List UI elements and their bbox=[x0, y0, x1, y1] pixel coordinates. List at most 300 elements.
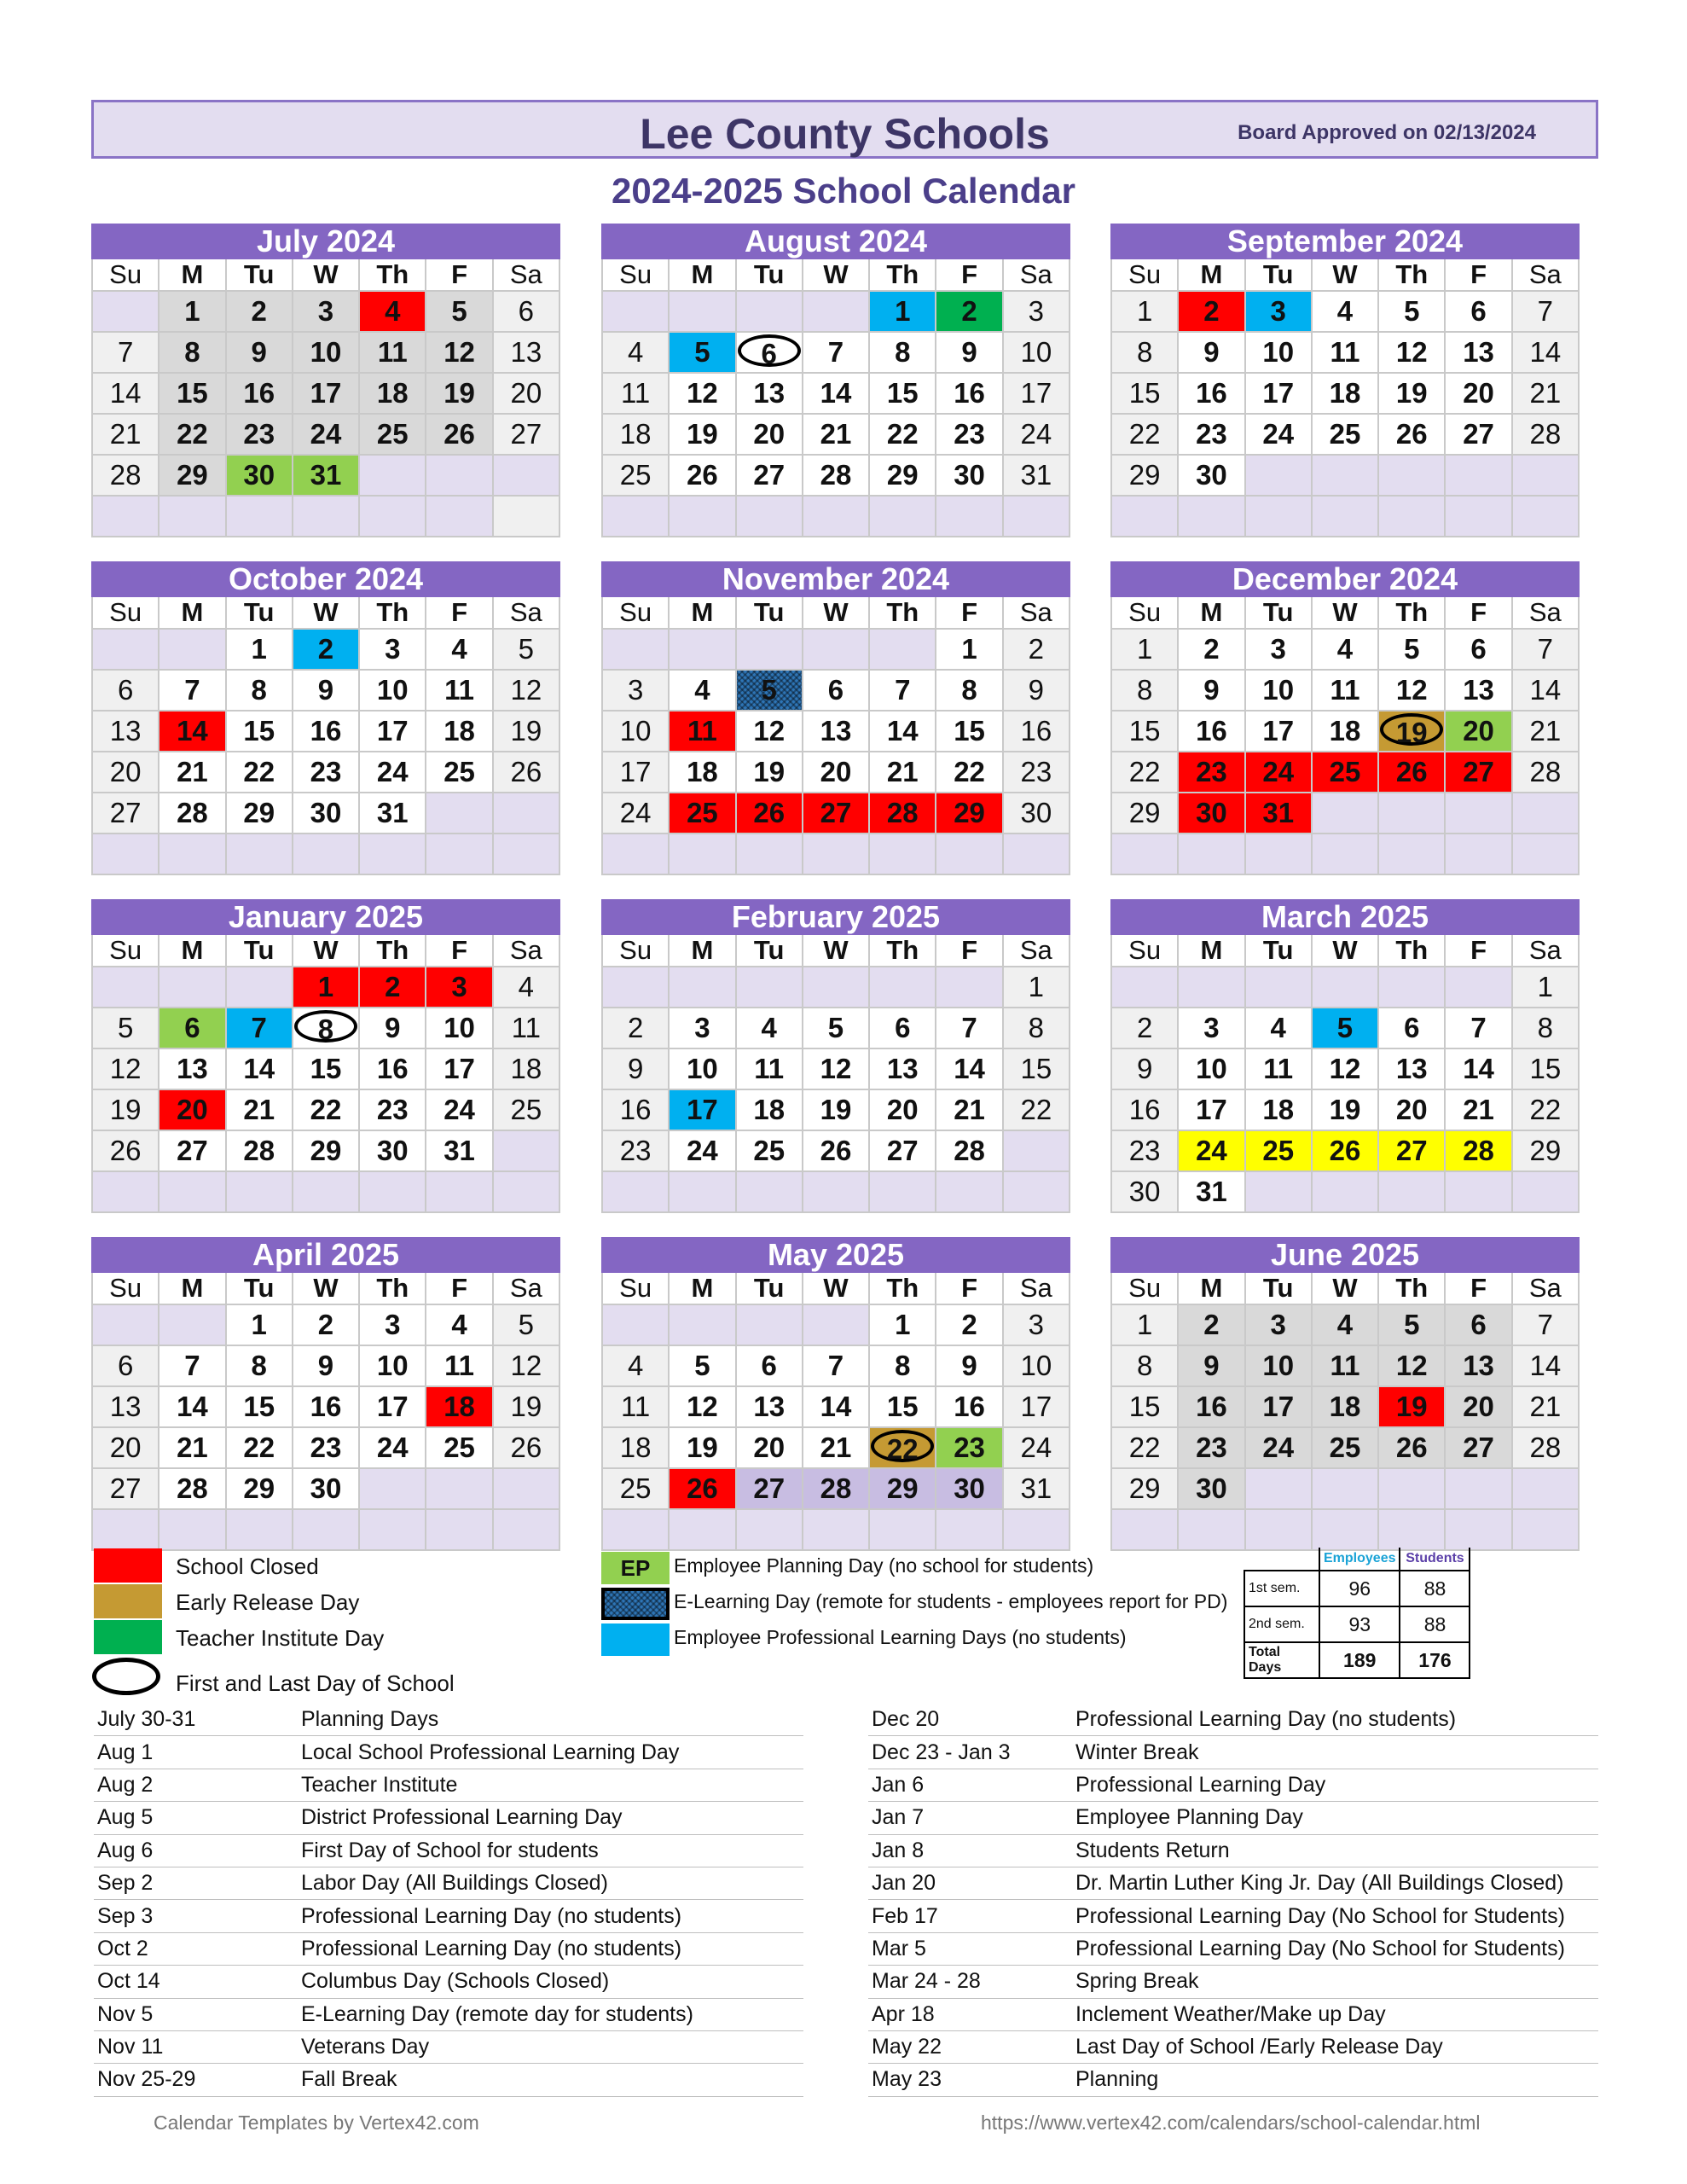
day-cell: 26 bbox=[669, 455, 735, 496]
day-cell: 29 bbox=[936, 793, 1002, 834]
event-row bbox=[94, 1867, 803, 1899]
title-banner bbox=[91, 100, 1598, 159]
day-cell: 21 bbox=[1512, 1386, 1579, 1427]
day-cell: 17 bbox=[1003, 1386, 1070, 1427]
empty-cell bbox=[803, 291, 869, 332]
empty-cell bbox=[602, 1171, 669, 1212]
month-title: February 2025 bbox=[601, 899, 1070, 935]
day-cell: 1 bbox=[293, 967, 359, 1008]
day-header: M bbox=[159, 597, 225, 629]
event-description: Professional Learning Day (no students) bbox=[298, 1932, 803, 1965]
day-cell: 14 bbox=[803, 1386, 869, 1427]
day-cell: 16 bbox=[293, 711, 359, 752]
empty-cell bbox=[159, 496, 225, 537]
event-row bbox=[868, 1932, 1598, 1965]
empty-cell bbox=[936, 967, 1002, 1008]
day-cell: 7 bbox=[159, 1345, 225, 1386]
day-header: Th bbox=[869, 259, 936, 291]
day-cell: 13 bbox=[493, 332, 559, 373]
day-cell: 16 bbox=[359, 1048, 426, 1089]
day-cell: 8 bbox=[1111, 1345, 1178, 1386]
day-cell: 29 bbox=[869, 455, 936, 496]
day-cell: 24 bbox=[1003, 1427, 1070, 1468]
day-cell: 17 bbox=[669, 1089, 735, 1130]
empty-cell bbox=[1178, 496, 1244, 537]
day-cell: 6 bbox=[493, 291, 559, 332]
day-cell: 25 bbox=[426, 752, 492, 793]
day-cell: 20 bbox=[92, 752, 159, 793]
empty-cell bbox=[1445, 455, 1511, 496]
day-cell: 26 bbox=[736, 793, 803, 834]
total-employees: 189 bbox=[1319, 1642, 1400, 1678]
day-cell: 18 bbox=[426, 1386, 492, 1427]
empty-cell bbox=[1512, 1468, 1579, 1509]
event-description: Professional Learning Day (No School for Students) bbox=[1072, 1932, 1598, 1965]
day-header: Su bbox=[1111, 935, 1178, 967]
day-cell: 15 bbox=[1111, 373, 1178, 414]
day-header: W bbox=[803, 597, 869, 629]
day-cell: 18 bbox=[1245, 1089, 1312, 1130]
empty-cell bbox=[602, 291, 669, 332]
empty-cell bbox=[1378, 1468, 1445, 1509]
empty-cell bbox=[1312, 496, 1378, 537]
day-cell: 1 bbox=[936, 629, 1002, 670]
empty-cell bbox=[869, 834, 936, 874]
day-cell: 10 bbox=[669, 1048, 735, 1089]
day-cell: 4 bbox=[602, 1345, 669, 1386]
day-cell: 22 bbox=[226, 1427, 293, 1468]
day-cell: 19 bbox=[669, 1427, 735, 1468]
legend-prof: Employee Professional Learning Days (no students) bbox=[674, 1626, 1127, 1648]
day-cell: 4 bbox=[602, 332, 669, 373]
day-cell: 18 bbox=[1312, 1386, 1378, 1427]
day-header: Sa bbox=[1003, 935, 1070, 967]
closed-swatch bbox=[94, 1548, 162, 1583]
day-cell: 27 bbox=[736, 455, 803, 496]
day-cell: 29 bbox=[293, 1130, 359, 1171]
event-date: Sep 3 bbox=[94, 1900, 298, 1932]
day-cell: 19 bbox=[803, 1089, 869, 1130]
day-cell: 1 bbox=[869, 291, 936, 332]
empty-cell bbox=[426, 793, 492, 834]
day-header: Sa bbox=[493, 597, 559, 629]
day-cell: 3 bbox=[1003, 1304, 1070, 1345]
day-header: W bbox=[803, 259, 869, 291]
day-cell: 28 bbox=[92, 455, 159, 496]
day-cell: 16 bbox=[602, 1089, 669, 1130]
event-row bbox=[868, 1834, 1598, 1867]
empty-cell bbox=[359, 1468, 426, 1509]
empty-cell bbox=[92, 1171, 159, 1212]
day-cell: 31 bbox=[1003, 455, 1070, 496]
prof-swatch bbox=[601, 1623, 670, 1656]
events-right bbox=[868, 1704, 1598, 2097]
day-cell: 4 bbox=[359, 291, 426, 332]
day-cell: 20 bbox=[1445, 1386, 1511, 1427]
day-header: Th bbox=[869, 935, 936, 967]
sem2-employees: 93 bbox=[1319, 1606, 1400, 1642]
day-cell: 10 bbox=[1178, 1048, 1244, 1089]
empty-cell bbox=[493, 1509, 559, 1550]
event-row bbox=[94, 1834, 803, 1867]
day-cell: 11 bbox=[602, 1386, 669, 1427]
day-cell: 10 bbox=[426, 1008, 492, 1048]
day-cell: 3 bbox=[426, 967, 492, 1008]
day-cell: 8 bbox=[226, 670, 293, 711]
empty-cell bbox=[1312, 1509, 1378, 1550]
event-row bbox=[868, 1900, 1598, 1932]
empty-cell bbox=[159, 967, 225, 1008]
day-cell: 23 bbox=[1111, 1130, 1178, 1171]
day-cell: 2 bbox=[293, 1304, 359, 1345]
day-cell: 23 bbox=[1003, 752, 1070, 793]
day-header: Tu bbox=[226, 1273, 293, 1304]
empty-cell bbox=[869, 496, 936, 537]
empty-cell bbox=[426, 496, 492, 537]
day-cell: 20 bbox=[1445, 373, 1511, 414]
day-cell: 10 bbox=[1245, 670, 1312, 711]
day-cell: 10 bbox=[1245, 1345, 1312, 1386]
day-cell: 15 bbox=[159, 373, 225, 414]
day-cell: 12 bbox=[493, 1345, 559, 1386]
event-date: Mar 5 bbox=[868, 1932, 1072, 1965]
day-header: M bbox=[669, 259, 735, 291]
day-cell: 14 bbox=[92, 373, 159, 414]
day-cell: 8 bbox=[226, 1345, 293, 1386]
day-header: Tu bbox=[1245, 1273, 1312, 1304]
day-cell: 24 bbox=[1245, 752, 1312, 793]
event-date: Nov 11 bbox=[94, 2030, 298, 2063]
day-cell: 29 bbox=[1111, 1468, 1178, 1509]
event-description: First Day of School for students bbox=[298, 1834, 803, 1867]
day-cell: 2 bbox=[226, 291, 293, 332]
empty-cell bbox=[1445, 1171, 1511, 1212]
event-row bbox=[868, 1736, 1598, 1769]
event-date: July 30-31 bbox=[94, 1704, 298, 1736]
day-cell: 8 bbox=[1111, 670, 1178, 711]
day-cell: 22 bbox=[1512, 1089, 1579, 1130]
month-january-2025 bbox=[91, 899, 560, 1213]
day-header: W bbox=[1312, 1273, 1378, 1304]
event-row bbox=[94, 2064, 803, 2096]
day-cell: 9 bbox=[936, 332, 1002, 373]
event-row bbox=[94, 1900, 803, 1932]
day-header: Tu bbox=[736, 597, 803, 629]
day-header: Su bbox=[92, 935, 159, 967]
empty-cell bbox=[293, 1171, 359, 1212]
day-cell: 23 bbox=[293, 752, 359, 793]
empty-cell bbox=[1312, 793, 1378, 834]
day-cell: 23 bbox=[1178, 414, 1244, 455]
day-header: W bbox=[293, 597, 359, 629]
month-december-2024 bbox=[1110, 561, 1580, 875]
day-cell: 19 bbox=[1378, 373, 1445, 414]
event-date: May 23 bbox=[868, 2064, 1072, 2096]
day-header: Th bbox=[359, 597, 426, 629]
event-date: Aug 1 bbox=[94, 1736, 298, 1769]
event-date: Aug 5 bbox=[94, 1802, 298, 1834]
day-cell: 13 bbox=[869, 1048, 936, 1089]
day-header: Th bbox=[869, 1273, 936, 1304]
event-date: Nov 25-29 bbox=[94, 2064, 298, 2096]
day-cell: 5 bbox=[493, 629, 559, 670]
empty-cell bbox=[803, 1509, 869, 1550]
empty-cell bbox=[1111, 967, 1178, 1008]
day-cell: 1 bbox=[226, 629, 293, 670]
day-header: Su bbox=[602, 1273, 669, 1304]
day-cell: 8 bbox=[936, 670, 1002, 711]
empty-cell bbox=[493, 455, 559, 496]
day-cell: 20 bbox=[1378, 1089, 1445, 1130]
day-cell: 13 bbox=[159, 1048, 225, 1089]
month-title: September 2024 bbox=[1110, 224, 1580, 259]
event-date: Jan 20 bbox=[868, 1867, 1072, 1899]
empty-cell bbox=[1003, 1509, 1070, 1550]
empty-cell bbox=[92, 1509, 159, 1550]
day-cell: 1 bbox=[1111, 1304, 1178, 1345]
empty-cell bbox=[1378, 793, 1445, 834]
day-cell: 17 bbox=[1245, 1386, 1312, 1427]
sem1-students: 88 bbox=[1400, 1571, 1470, 1606]
day-header: W bbox=[803, 935, 869, 967]
day-cell: 30 bbox=[936, 455, 1002, 496]
day-cell: 12 bbox=[1312, 1048, 1378, 1089]
day-cell: 2 bbox=[936, 291, 1002, 332]
day-cell: 24 bbox=[426, 1089, 492, 1130]
day-cell: 15 bbox=[293, 1048, 359, 1089]
sem1-label: 1st sem. bbox=[1244, 1571, 1319, 1606]
event-date: Aug 6 bbox=[94, 1834, 298, 1867]
day-header: M bbox=[1178, 259, 1244, 291]
day-cell: 14 bbox=[803, 373, 869, 414]
day-cell: 7 bbox=[936, 1008, 1002, 1048]
day-cell: 26 bbox=[1378, 752, 1445, 793]
day-cell: 3 bbox=[359, 1304, 426, 1345]
day-cell: 11 bbox=[493, 1008, 559, 1048]
day-cell: 1 bbox=[159, 291, 225, 332]
event-description: Labor Day (All Buildings Closed) bbox=[298, 1867, 803, 1899]
empty-cell bbox=[1178, 967, 1244, 1008]
day-cell: 23 bbox=[1178, 1427, 1244, 1468]
day-cell: 25 bbox=[1312, 752, 1378, 793]
footer-right: https://www.vertex42.com/calendars/school-calendar.html bbox=[981, 2111, 1481, 2134]
day-cell: 23 bbox=[293, 1427, 359, 1468]
day-cell: 25 bbox=[359, 414, 426, 455]
day-cell: 25 bbox=[493, 1089, 559, 1130]
empty-cell bbox=[669, 1509, 735, 1550]
event-description: Professional Learning Day (No School for Students) bbox=[1072, 1900, 1598, 1932]
empty-cell bbox=[803, 967, 869, 1008]
day-cell: 5 bbox=[92, 1008, 159, 1048]
empty-cell bbox=[1445, 1509, 1511, 1550]
empty-cell bbox=[602, 629, 669, 670]
day-cell: 22 bbox=[869, 1427, 936, 1468]
day-header: Tu bbox=[226, 259, 293, 291]
empty-cell bbox=[1178, 1509, 1244, 1550]
day-cell: 10 bbox=[1245, 332, 1312, 373]
day-header: Tu bbox=[1245, 597, 1312, 629]
empty-cell bbox=[669, 1304, 735, 1345]
day-cell: 9 bbox=[293, 670, 359, 711]
day-cell: 7 bbox=[226, 1008, 293, 1048]
day-cell: 14 bbox=[226, 1048, 293, 1089]
day-cell: 25 bbox=[736, 1130, 803, 1171]
day-header: Tu bbox=[226, 597, 293, 629]
day-cell: 25 bbox=[602, 1468, 669, 1509]
month-title: March 2025 bbox=[1110, 899, 1580, 935]
day-cell: 28 bbox=[869, 793, 936, 834]
day-cell: 25 bbox=[669, 793, 735, 834]
day-header: Sa bbox=[1003, 597, 1070, 629]
day-cell: 18 bbox=[602, 414, 669, 455]
day-cell: 6 bbox=[1445, 1304, 1511, 1345]
day-cell: 14 bbox=[159, 711, 225, 752]
day-cell: 9 bbox=[226, 332, 293, 373]
day-cell: 4 bbox=[1245, 1008, 1312, 1048]
day-cell: 31 bbox=[359, 793, 426, 834]
event-row bbox=[94, 1998, 803, 2030]
day-cell: 27 bbox=[1445, 414, 1511, 455]
day-header: F bbox=[426, 935, 492, 967]
day-header: M bbox=[159, 935, 225, 967]
event-description: Winter Break bbox=[1072, 1736, 1598, 1769]
day-cell: 12 bbox=[426, 332, 492, 373]
empty-cell bbox=[1312, 1171, 1378, 1212]
day-cell: 29 bbox=[1111, 793, 1178, 834]
day-header: W bbox=[293, 259, 359, 291]
day-cell: 1 bbox=[226, 1304, 293, 1345]
month-title: January 2025 bbox=[91, 899, 560, 935]
day-cell: 12 bbox=[1378, 1345, 1445, 1386]
day-cell: 22 bbox=[936, 752, 1002, 793]
day-cell: 30 bbox=[226, 455, 293, 496]
day-cell: 23 bbox=[226, 414, 293, 455]
day-cell: 27 bbox=[736, 1468, 803, 1509]
empty-cell bbox=[1512, 496, 1579, 537]
empty-cell bbox=[1312, 1468, 1378, 1509]
empty-cell bbox=[602, 496, 669, 537]
day-cell: 6 bbox=[1445, 291, 1511, 332]
day-cell: 19 bbox=[736, 752, 803, 793]
day-cell: 24 bbox=[359, 1427, 426, 1468]
day-header: F bbox=[1445, 935, 1511, 967]
day-cell: 25 bbox=[1312, 414, 1378, 455]
empty-cell bbox=[1445, 834, 1511, 874]
empty-cell bbox=[736, 629, 803, 670]
event-date: Mar 24 - 28 bbox=[868, 1966, 1072, 1998]
sem2-label: 2nd sem. bbox=[1244, 1606, 1319, 1642]
day-cell: 16 bbox=[293, 1386, 359, 1427]
day-cell: 30 bbox=[1178, 1468, 1244, 1509]
day-header: M bbox=[159, 259, 225, 291]
day-header: Tu bbox=[1245, 935, 1312, 967]
empty-cell bbox=[803, 496, 869, 537]
institute-swatch bbox=[94, 1620, 162, 1654]
month-title: December 2024 bbox=[1110, 561, 1580, 597]
day-cell: 22 bbox=[159, 414, 225, 455]
day-header: Tu bbox=[226, 935, 293, 967]
month-october-2024 bbox=[91, 561, 560, 875]
day-header: F bbox=[936, 935, 1002, 967]
day-cell: 10 bbox=[359, 1345, 426, 1386]
day-cell: 21 bbox=[226, 1089, 293, 1130]
day-header: Su bbox=[602, 935, 669, 967]
day-header: F bbox=[1445, 259, 1511, 291]
day-cell: 15 bbox=[1111, 711, 1178, 752]
empty-cell bbox=[1245, 496, 1312, 537]
sem1-employees: 96 bbox=[1319, 1571, 1400, 1606]
day-cell: 7 bbox=[1512, 629, 1579, 670]
empty-cell bbox=[1003, 1130, 1070, 1171]
empty-cell bbox=[736, 291, 803, 332]
empty-cell bbox=[602, 1509, 669, 1550]
empty-cell bbox=[1378, 1509, 1445, 1550]
day-cell: 18 bbox=[493, 1048, 559, 1089]
day-header: Sa bbox=[1512, 935, 1579, 967]
students-header: Students bbox=[1400, 1548, 1470, 1571]
event-row bbox=[868, 2030, 1598, 2063]
day-cell: 8 bbox=[869, 1345, 936, 1386]
day-cell: 3 bbox=[359, 629, 426, 670]
month-february-2025 bbox=[601, 899, 1070, 1213]
day-cell: 16 bbox=[936, 1386, 1002, 1427]
day-header: Su bbox=[1111, 259, 1178, 291]
day-cell: 14 bbox=[159, 1386, 225, 1427]
day-cell: 10 bbox=[293, 332, 359, 373]
day-cell: 22 bbox=[1003, 1089, 1070, 1130]
day-cell: 5 bbox=[1312, 1008, 1378, 1048]
day-cell: 15 bbox=[226, 1386, 293, 1427]
day-cell: 9 bbox=[1178, 1345, 1244, 1386]
empty-cell bbox=[159, 1171, 225, 1212]
empty-cell bbox=[803, 834, 869, 874]
day-cell: 28 bbox=[936, 1130, 1002, 1171]
empty-cell bbox=[1445, 1468, 1511, 1509]
day-header: Sa bbox=[493, 935, 559, 967]
day-header: Tu bbox=[736, 1273, 803, 1304]
day-cell: 19 bbox=[493, 1386, 559, 1427]
day-cell: 19 bbox=[92, 1089, 159, 1130]
day-header: F bbox=[1445, 1273, 1511, 1304]
empty-cell bbox=[293, 1509, 359, 1550]
day-cell: 21 bbox=[159, 752, 225, 793]
day-header: M bbox=[1178, 1273, 1244, 1304]
day-header: W bbox=[293, 935, 359, 967]
empty-cell bbox=[359, 1509, 426, 1550]
day-cell: 31 bbox=[1003, 1468, 1070, 1509]
empty-cell bbox=[669, 967, 735, 1008]
day-cell: 3 bbox=[1245, 629, 1312, 670]
month-april-2025 bbox=[91, 1237, 560, 1551]
calendar-subtitle: 2024-2025 School Calendar bbox=[612, 171, 1075, 211]
day-cell: 4 bbox=[426, 1304, 492, 1345]
empty-cell bbox=[92, 291, 159, 332]
empty-cell bbox=[803, 1304, 869, 1345]
day-header: F bbox=[936, 597, 1002, 629]
day-cell: 16 bbox=[1178, 1386, 1244, 1427]
day-cell: 5 bbox=[1378, 629, 1445, 670]
empty-cell bbox=[493, 1468, 559, 1509]
empty-cell bbox=[936, 834, 1002, 874]
month-title: August 2024 bbox=[601, 224, 1070, 259]
day-header: Tu bbox=[1245, 259, 1312, 291]
day-cell: 22 bbox=[1111, 1427, 1178, 1468]
day-cell: 22 bbox=[869, 414, 936, 455]
day-cell: 6 bbox=[803, 670, 869, 711]
day-cell: 10 bbox=[1003, 332, 1070, 373]
elearning-swatch bbox=[601, 1588, 670, 1620]
day-cell: 14 bbox=[1445, 1048, 1511, 1089]
